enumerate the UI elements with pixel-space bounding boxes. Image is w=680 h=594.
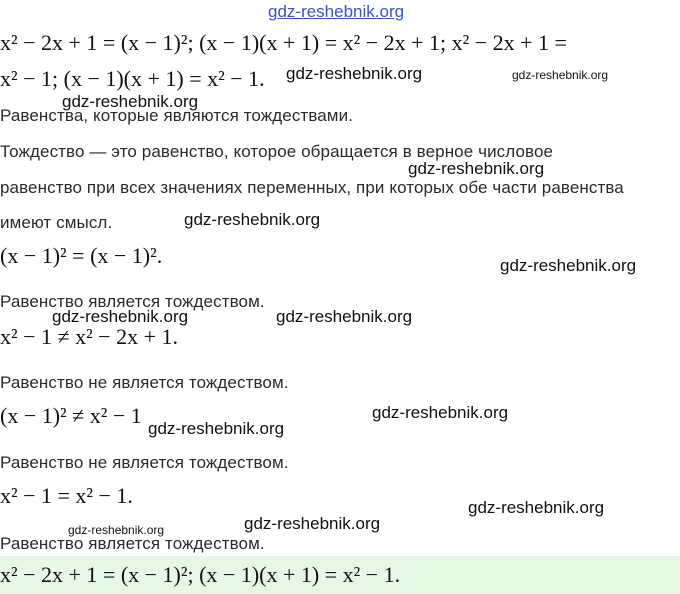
watermark: gdz-reshebnik.org <box>52 307 189 326</box>
watermark: gdz-reshebnik.org <box>184 210 321 229</box>
verdict-3: Равенство не является тождеством. <box>0 453 289 472</box>
definition-line-1: Тождество — это равенство, которое обращается в верное числовое <box>0 142 554 161</box>
heading-identities: Равенства, которые являются тождествами. <box>0 106 354 125</box>
equation-1: (x − 1)² = (x − 1)². <box>0 243 163 268</box>
answer-text: x² − 2x + 1 = (x − 1)²; (x − 1)(x + 1) = x² − 1. <box>0 562 401 587</box>
watermark: gdz-reshebnik.org <box>244 514 381 533</box>
watermark: gdz-reshebnik.org <box>68 523 165 537</box>
verdict-4: Равенство является тождеством. <box>0 534 265 553</box>
answer-box <box>0 556 680 594</box>
task-line-2: x² − 1; (x − 1)(x + 1) = x² − 1. <box>0 66 265 91</box>
watermark: gdz-reshebnik.org <box>148 419 285 438</box>
watermark: gdz-reshebnik.org <box>286 64 423 83</box>
equation-4: x² − 1 = x² − 1. <box>0 483 133 508</box>
equation-2: x² − 1 ≠ x² − 2x + 1. <box>0 324 178 349</box>
watermark-top: gdz-reshebnik.org <box>268 2 405 21</box>
verdict-1: Равенство является тождеством. <box>0 292 265 311</box>
task-line-1: x² − 2x + 1 = (x − 1)²; (x − 1)(x + 1) = x² − 2x + 1; x² − 2x + 1 = <box>0 30 567 55</box>
equation-3: (x − 1)² ≠ x² − 1 <box>0 403 142 428</box>
watermark: gdz-reshebnik.org <box>276 307 413 326</box>
definition-line-3: имеют смысл. <box>0 213 113 232</box>
watermark: gdz-reshebnik.org <box>512 68 609 82</box>
watermark: gdz-reshebnik.org <box>372 403 509 422</box>
watermark: gdz-reshebnik.org <box>500 256 637 275</box>
verdict-2: Равенство не является тождеством. <box>0 373 289 392</box>
watermark: gdz-reshebnik.org <box>62 92 199 111</box>
definition-line-2: равенство при всех значениях переменных, при которых обе части равенства <box>0 178 624 197</box>
watermark: gdz-reshebnik.org <box>468 498 605 517</box>
watermark: gdz-reshebnik.org <box>408 159 545 178</box>
